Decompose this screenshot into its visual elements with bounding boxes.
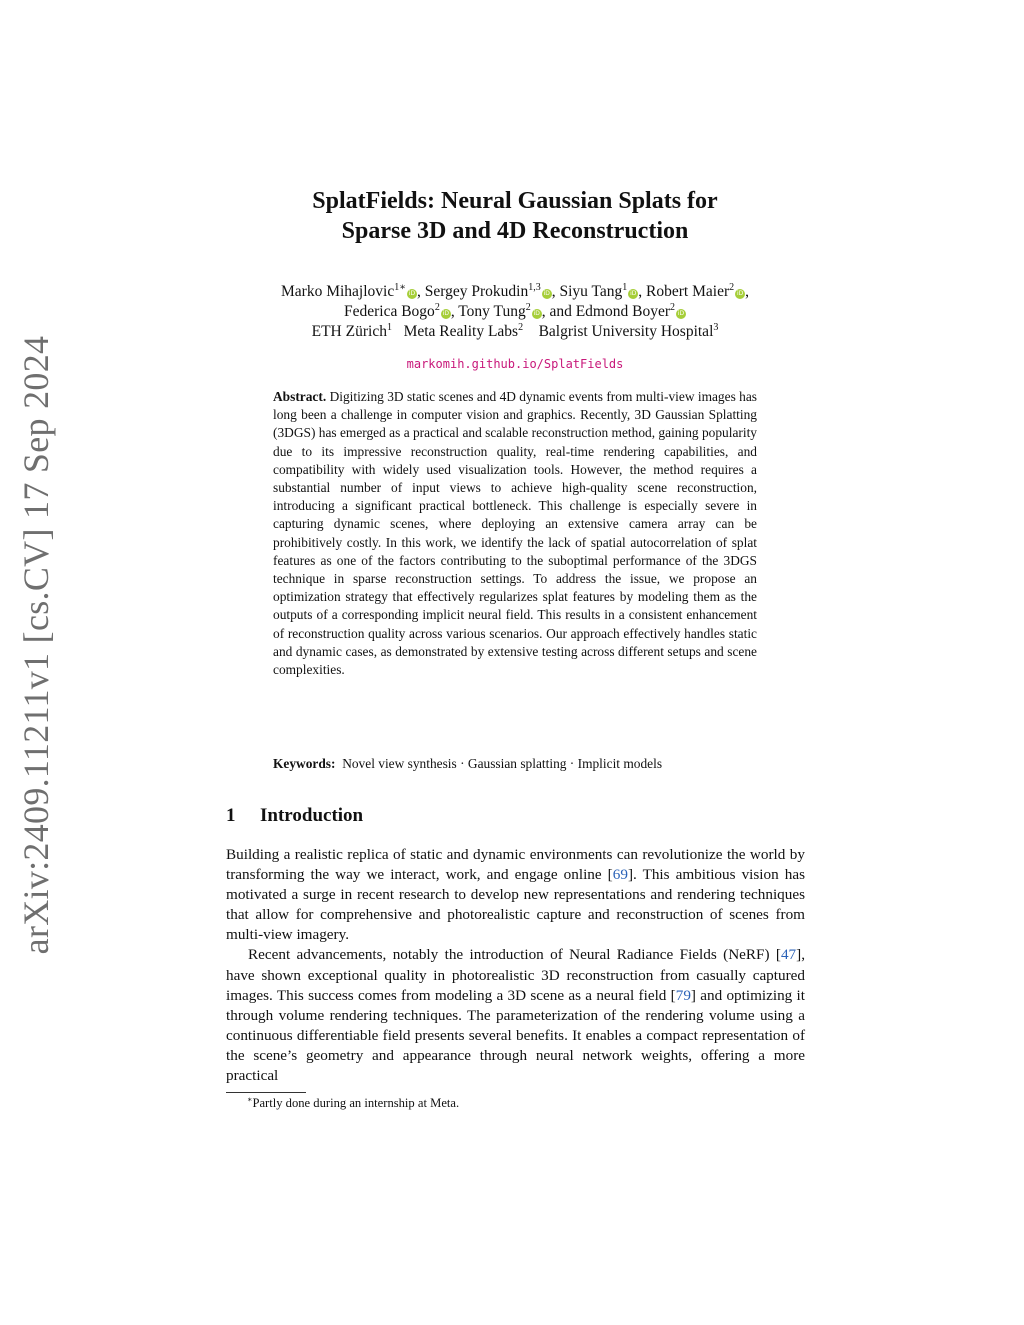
paragraph-text: ] and optimizing it through volume rendering techniques. The parameterization of the rendering volume using a continuous differentiable field presents several benefits. It enables a compact representation of the scene’s geometry and appearance through neural network weights, offering a more practical [226, 986, 805, 1085]
footnote-mark: ∗ [247, 1094, 253, 1104]
author-affiliation-mark: 2 [525, 301, 531, 313]
author-name: Tony Tung [458, 303, 526, 320]
arxiv-identifier-text: arXiv:2409.11211v1 [cs.CV] 17 Sep 2024 [16, 335, 56, 955]
citation-link[interactable]: 79 [675, 986, 691, 1004]
affiliation-name: Balgrist University Hospital [538, 323, 714, 340]
abstract-label: Abstract. [273, 389, 327, 404]
author-affiliation-mark: 2 [670, 301, 675, 313]
author-name: Robert Maier [646, 283, 730, 300]
footnote-text: Partly done during an internship at Meta. [252, 1096, 460, 1110]
author-block [180, 282, 850, 342]
author-separator: , [450, 303, 459, 320]
author-separator: , and [541, 303, 576, 320]
author-affiliation-mark: 1,3 [528, 281, 541, 293]
intro-paragraph-1 [226, 845, 805, 945]
citation-link[interactable]: 69 [612, 866, 628, 884]
author-separator: , [551, 283, 560, 300]
paragraph-text: Recent advancements, notably the introduction of Neural Radiance Fields (NeRF) [ [248, 946, 781, 964]
citation-link[interactable]: 47 [780, 946, 797, 964]
author-name: Edmond Boyer [575, 303, 670, 320]
author-line-1: Marko Mihajlovic$^{1∗}$iD , Sergey Prokudin$^{1,3}$iD , Siyu Tang$^1$iD , Robert Maier$^2$iD , [281, 281, 749, 300]
section-heading [226, 804, 363, 828]
orcid-icon[interactable]: iD [677, 310, 685, 317]
paragraph-text: ], have shown exceptional quality in photorealistic 3D reconstruction from casually captured images. This success comes from modeling a 3D scene as a neural field [ [226, 946, 805, 1004]
affiliation-mark: 1 [386, 321, 392, 333]
author-separator: , [638, 283, 647, 300]
paragraph-text: ]. This ambitious vision has motivated a surge in recent research to develop new representations and rendering techniques that allow for comprehensive and photorealistic capture and reconstruction of scenes from multi-view imagery. [226, 866, 805, 944]
project-url-link[interactable]: markomih.github.io/SplatFields [406, 357, 624, 371]
author-separator: , [417, 283, 425, 300]
footnote [247, 1095, 459, 1112]
orcid-icon[interactable]: iD [630, 290, 637, 297]
title-line-2: Sparse 3D and 4D Reconstruction [341, 218, 689, 244]
keywords-block [273, 755, 773, 773]
section-number: 1 [226, 805, 236, 826]
author-name: Marko Mihajlovic [281, 283, 395, 300]
keywords-text: Novel view synthesis · Gaussian splatting · Implicit models [342, 756, 663, 771]
affiliation-mark: 3 [713, 321, 719, 333]
orcid-icon[interactable]: iD [408, 290, 416, 297]
affiliation-mark: 2 [518, 321, 524, 333]
author-affiliation-mark: 2 [729, 281, 735, 293]
abstract-block [273, 388, 757, 679]
title-line-1: SplatFields: Neural Gaussian Splats for [312, 188, 718, 214]
orcid-icon[interactable]: iD [736, 290, 744, 297]
orcid-icon[interactable]: iD [442, 310, 449, 317]
author-affiliation-mark: 1∗ [394, 281, 407, 293]
intro-paragraph-2 [226, 945, 805, 1086]
introduction-body [226, 845, 805, 1086]
paragraph-text: Building a realistic replica of static and dynamic environments can revolutionize the world by transforming the way we interact, work, and engage online [ [226, 846, 805, 884]
author-line-2 [180, 302, 850, 322]
affiliation-name: ETH Zürich [311, 323, 387, 340]
author-affiliation-mark: 1 [622, 281, 628, 293]
orcid-icon[interactable]: iD [543, 290, 550, 297]
section-title: Introduction [260, 805, 364, 826]
orcid-icon[interactable]: iD [533, 310, 540, 317]
author-name: Sergey Prokudin [424, 283, 529, 300]
abstract-text: Digitizing 3D static scenes and 4D dynamic events from multi-view images has long been a challenge in computer vision and graphics. Recently, 3D Gaussian Splatting (3DGS) has emerged as a practical and scalable reconstruction method, gaining popularity due to its impressive reconstruction quality, real-time rendering capabilities, and compatibility with widely used visualization tools. However, the method requires a substantial number of input views to achieve high-quality scene reconstruction, introducing a significant practical bottleneck. This challenge is especially severe in capturing dynamic scenes, where deploying an extensive camera array can be prohibitively costly. In this work, we identify the lack of spatial autocorrelation of splat features as one of the factors contributing to the suboptimal performance of the 3DGS technique in sparse reconstruction settings. To address the issue, we propose an optimization strategy that effectively regularizes splat features by modeling them as the outputs of a corresponding implicit neural field. This results in a consistent enhancement of reconstruction quality across various scenarios. Our approach effectively handles static and dynamic cases, as demonstrated by extensive testing across different setups and scene complexities. [273, 389, 757, 678]
affiliation-name: Meta Reality Labs [403, 323, 519, 340]
author-name: Siyu Tang [559, 283, 623, 300]
author-name: Federica Bogo [343, 303, 435, 320]
affiliation-line [180, 322, 850, 342]
author-affiliation-mark: 2 [434, 301, 440, 313]
footnote-divider [226, 1092, 306, 1093]
keywords-label: Keywords: [273, 756, 336, 771]
paper-title [200, 186, 830, 246]
